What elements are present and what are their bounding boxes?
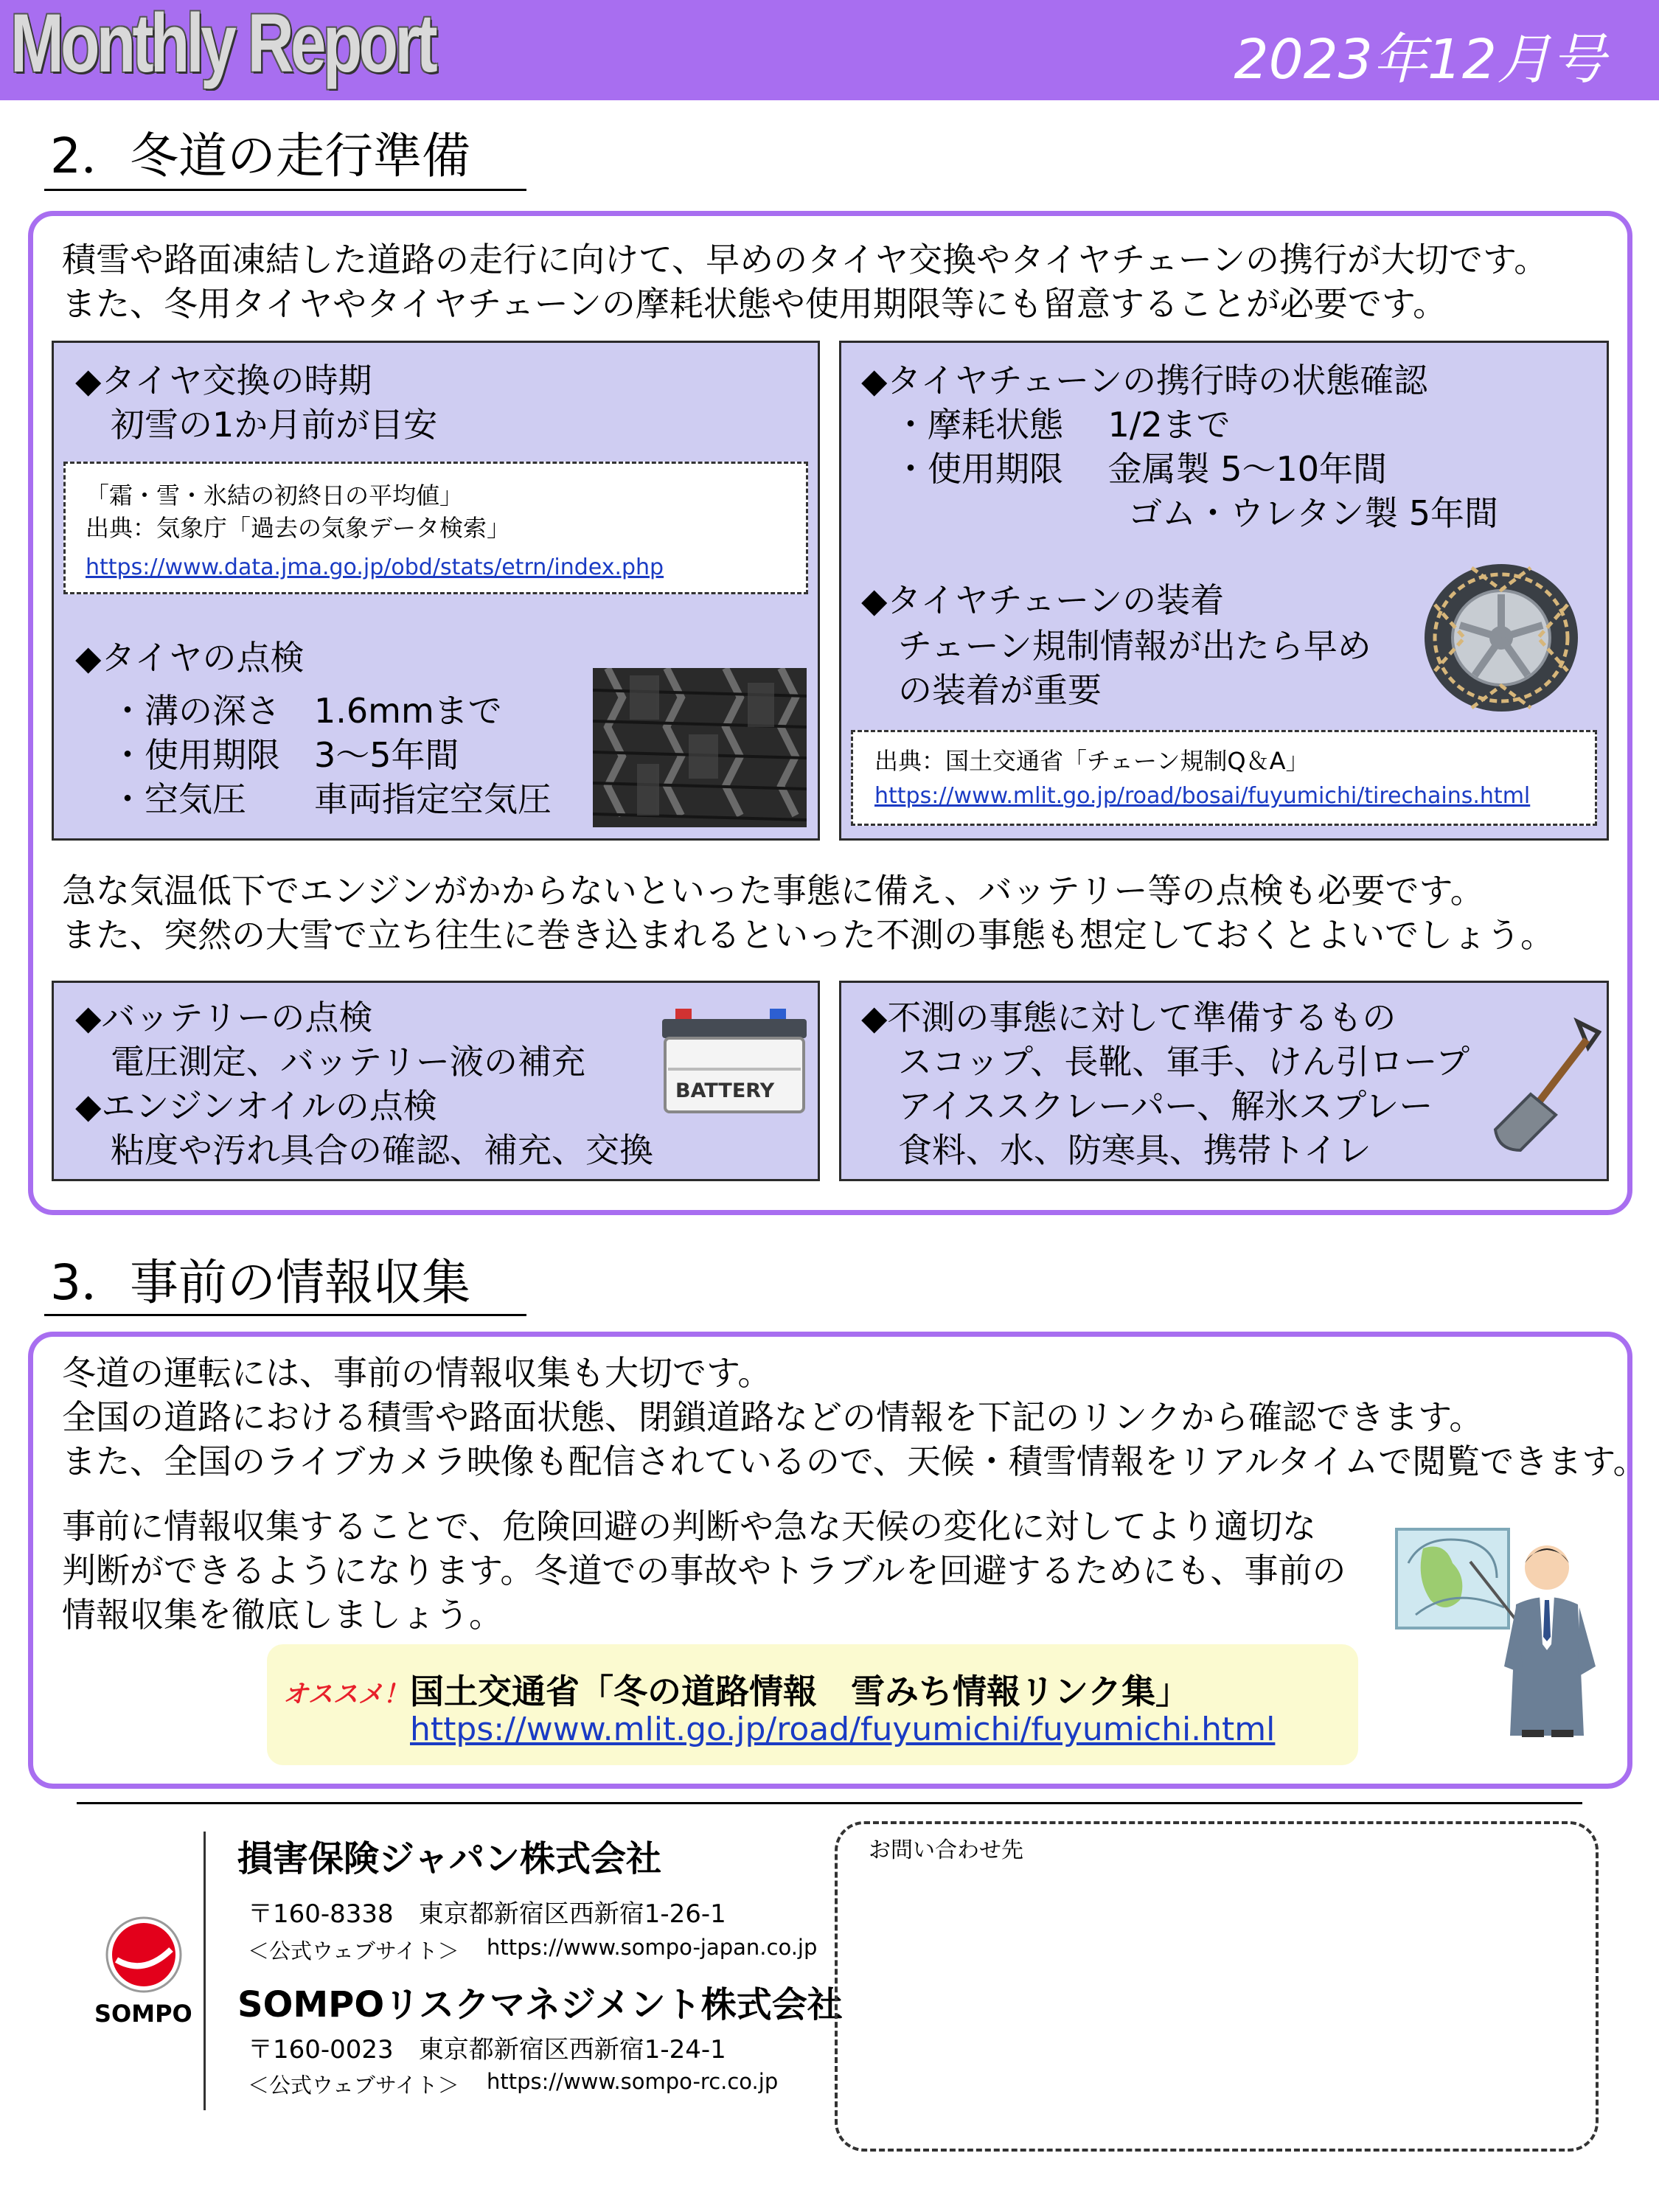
company1-address: 〒160-8338 東京都新宿区西新宿1-26-1 xyxy=(248,1899,726,1929)
company1-web-url[interactable]: https://www.sompo-japan.co.jp xyxy=(487,1935,818,1960)
chain-check-title: ◆タイヤチェーンの携行時の状態確認 xyxy=(861,361,1428,400)
recommend-tag: オススメ！ xyxy=(283,1680,408,1709)
section3-para1-line2: 全国の道路における積雪や路面状態、閉鎖道路などの情報を下記のリンクから確認できます。 xyxy=(62,1397,1484,1437)
tire-tread-image xyxy=(593,668,807,827)
footer-divider xyxy=(77,1802,1582,1804)
emergency-line1: スコップ、長靴、軍手、けん引ロープ xyxy=(898,1042,1470,1082)
tire-ref-line1: 「霜・雪・氷結の初終日の平均値」 xyxy=(86,481,464,509)
tire-change-text: 初雪の1か月前が目安 xyxy=(111,405,438,445)
company2-name: SOMPOリスクマネジメント株式会社 xyxy=(237,1984,843,2025)
chain-install-text2: の装着が重要 xyxy=(898,670,1102,710)
section3-para2-line2: 判断ができるようになります。冬道での事故やトラブルを回避するためにも、事前の xyxy=(62,1551,1346,1590)
section3-heading: 3．事前の情報収集 xyxy=(50,1254,470,1311)
tire-ref-line2: 出典：気象庁「過去の気象データ検索」 xyxy=(86,514,511,542)
contact-label: お問い合わせ先 xyxy=(869,1837,1023,1863)
section2-intro-line2: また、冬用タイヤやタイヤチェーンの摩耗状態や使用期限等にも留意することが必要です。 xyxy=(62,284,1447,324)
battery-icon xyxy=(659,1006,811,1116)
battery-text: 電圧測定、バッテリー液の補充 xyxy=(111,1042,585,1082)
engine-oil-title: ◆エンジンオイルの点検 xyxy=(75,1086,437,1126)
section2-mid-line2: また、突然の大雪で立ち往生に巻き込まれるといった不測の事態も想定しておくとよいでしょう。 xyxy=(62,915,1554,955)
battery-title: ◆バッテリーの点検 xyxy=(75,998,373,1037)
section2-heading: 2．冬道の走行準備 xyxy=(50,128,470,184)
weather-presenter-illustration xyxy=(1394,1519,1615,1740)
company1-web-label: ＜公式ウェブサイト＞ xyxy=(248,1938,459,1964)
company2-address: 〒160-0023 東京都新宿区西新宿1-24-1 xyxy=(248,2035,726,2065)
tire-chain-icon xyxy=(1420,560,1582,715)
mlit-fuyumichi-link[interactable]: https://www.mlit.go.jp/road/fuyumichi/fuyumichi.html xyxy=(410,1711,1276,1748)
chain-ref-line1: 出典：国土交通省「チェーン規制Q＆A」 xyxy=(874,747,1310,775)
tire-change-title: ◆タイヤ交換の時期 xyxy=(75,361,372,400)
company2-web-label: ＜公式ウェブサイト＞ xyxy=(248,2073,459,2098)
section2-underline xyxy=(44,189,526,191)
chain-check-item1: ・摩耗状態 1/2まで xyxy=(894,405,1231,445)
engine-oil-text: 粘度や汚れ具合の確認、補充、交換 xyxy=(111,1130,653,1170)
report-title: Monthly Report xyxy=(10,0,435,89)
chain-check-item3: ゴム・ウレタン製 5年間 xyxy=(1128,493,1499,533)
mlit-chain-link[interactable]: https://www.mlit.go.jp/road/bosai/fuyumichi/tirechains.html xyxy=(874,783,1531,809)
company2-web-url[interactable]: https://www.sompo-rc.co.jp xyxy=(487,2069,779,2094)
emergency-line2: アイススクレーパー、解氷スプレー xyxy=(898,1086,1433,1126)
section2-mid-line1: 急な気温低下でエンジンがかからないといった事態に備え、バッテリー等の点検も必要です。 xyxy=(62,871,1484,911)
jma-link[interactable]: https://www.data.jma.go.jp/obd/stats/etrn/index.php xyxy=(86,554,664,580)
footer-vertical-divider xyxy=(204,1832,206,2110)
tire-inspection-item1: ・溝の深さ 1.6mmまで xyxy=(111,691,502,731)
emergency-title: ◆不測の事態に対して準備するもの xyxy=(861,998,1397,1037)
chain-install-text1: チェーン規制情報が出たら早め xyxy=(898,626,1371,666)
emergency-line3: 食料、水、防寒具、携帯トイレ xyxy=(898,1130,1371,1170)
issue-date: 2023年12月号 xyxy=(1234,28,1606,91)
section2-intro-line1: 積雪や路面凍結した道路の走行に向けて、早めのタイヤ交換やタイヤチェーンの携行が大切です。 xyxy=(62,240,1548,279)
tire-inspection-item2: ・使用期限 3～5年間 xyxy=(111,735,459,775)
contact-box xyxy=(835,1821,1599,2152)
recommend-title: 国土交通省「冬の道路情報 雪みち情報リンク集」 xyxy=(410,1672,1190,1711)
sompo-logo-text: SOMPO xyxy=(94,2000,192,2028)
section3-underline xyxy=(44,1314,526,1316)
tire-inspection-item3: ・空気圧 車両指定空気圧 xyxy=(111,779,552,819)
battery-label: BATTERY xyxy=(675,1079,775,1102)
section3-para1-line3: また、全国のライブカメラ映像も配信されているので、天候・積雪情報をリアルタイムで閲覧できます。 xyxy=(62,1441,1647,1481)
section3-para2-line1: 事前に情報収集することで、危険回避の判断や急な天候の変化に対してより適切な xyxy=(62,1506,1317,1546)
company1-name: 損害保険ジャパン株式会社 xyxy=(237,1838,662,1879)
chain-check-item2: ・使用期限 金属製 5～10年間 xyxy=(894,449,1388,489)
section3-para1-line1: 冬道の運転には、事前の情報収集も大切です。 xyxy=(62,1353,772,1393)
section3-para2-line3: 情報収集を徹底しましょう。 xyxy=(62,1595,503,1635)
tire-inspection-title: ◆タイヤの点検 xyxy=(75,638,305,678)
shovel-icon xyxy=(1491,1018,1601,1155)
chain-install-title: ◆タイヤチェーンの装着 xyxy=(861,580,1225,620)
sompo-logo-icon xyxy=(103,1914,184,1995)
